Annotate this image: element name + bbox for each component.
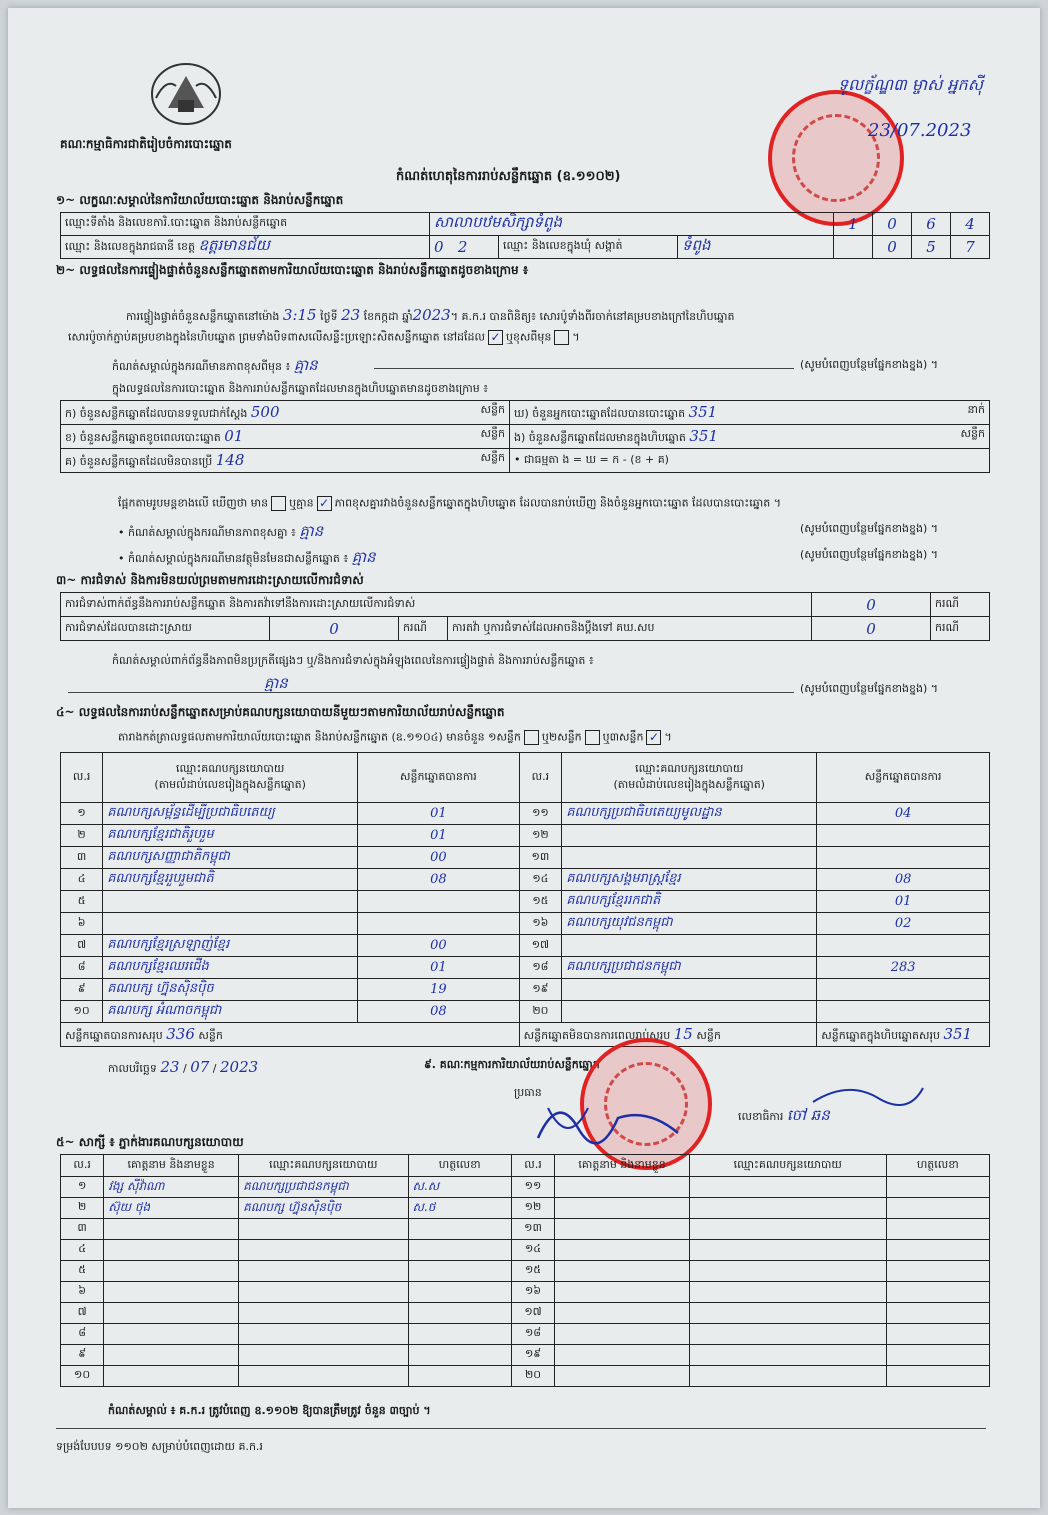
row-no: ១៦ [511,1282,554,1303]
witness-table: ល.រ គោត្តនាម និងនាមខ្លួន ឈ្មោះគណបក្សនយោបាយ ហត្ថលេខា ល.រ គោត្តនាម និងនាមខ្លួន ឈ្មោះគណបក្សនយោបាយ ហត្ថលេខា ១ វង្ស ស៊ីវ៉ាណា គណបក្សប្រជាជនកម្ពុជា ស.ស ១១ ២ ស៊ុយ ថុង គណបក្ស ហ្វ៊ុនស៊ិនប៉ិច ស.ថ ១២ ៣ ១៣ ៤ ១៤ ៥ ១៥ ៦ ១៦ ៧ ១៧ ៨ ១៨ ៩ ១៩ ១០ ២០ [60,1154,990,1387]
row-no: ៩ [61,979,103,1001]
location-digit: 1 [834,213,873,236]
vote-count: 00 [358,847,519,869]
witness-signature [886,1282,989,1303]
three-sheets-checkbox: ✓ [646,730,661,745]
col-party: ឈ្មោះគណបក្សនយោបាយ (តាមលំដាប់លេខរៀងក្នុងសន្លឹកឆ្នោត) [562,753,817,803]
row-no: ៧ [61,1303,104,1324]
party-name: គណបក្សសញ្ញាជាតិកម្ពុជា [103,847,358,869]
witness-party [239,1240,408,1261]
witness-signature [408,1345,511,1366]
secretary-signature-icon [808,1080,928,1110]
row-no: ៦ [61,913,103,935]
witness-signature [886,1303,989,1324]
party-name: គណបក្សយុវជនកម្ពុជា [562,913,817,935]
appeal-value: 0 [812,617,931,641]
irregularities-value: គ្មាន [264,674,288,692]
commune-digit: 0 [873,236,912,259]
witness-name [555,1282,690,1303]
row-no: ១ [61,1177,104,1198]
row-no: ១៣ [511,1219,554,1240]
commune-label: ឈ្មោះ និងលេខក្នុងឃុំ សង្កាត់ [499,236,678,259]
commune-digit: 7 [951,236,990,259]
vote-count: 08 [817,869,990,891]
witness-name [555,1261,690,1282]
sign-date: កាលបរិច្ឆេទ 23 / 07 / 2023 [108,1058,259,1076]
vote-count [817,935,990,957]
witness-party [690,1324,887,1345]
section5-title: ៥~ សាក្សី ៖ ភ្នាក់ងារគណបក្សនយោបាយ [56,1135,244,1149]
corner-handwritten-date: 23/07.2023 [868,120,972,141]
row-no: ១៨ [511,1324,554,1345]
witness-party [239,1303,408,1324]
witness-name [104,1240,239,1261]
witness-party [690,1219,887,1240]
row-no: ១១ [519,803,562,825]
witness-party: គណបក្ស ហ្វ៊ុនស៊ិនប៉ិច [239,1198,408,1219]
table-row [61,847,990,869]
table-row [61,825,990,847]
party-name: គណបក្សខ្មែរឈរជើង [103,957,358,979]
objections-value: 0 [812,593,931,617]
vote-count [817,1001,990,1023]
seal-check-line: សោរប៉ូចាក់ភ្ជាប់គម្របខាងក្នុងនៃហិបឆ្នោត ព្រមទាំងបិទពាសលើសន្លឹះប្រឡោះសិតសន្លឹកឆ្នោត នៅដដែល ✓ ឬខុសពីមុន ។ [68,330,580,344]
party-name: គណបក្សសង្គមរាស្ត្រខ្មែរ [562,869,817,891]
difference-note: កំណត់សម្គាល់ក្នុងករណីមានភាពខុសពីមុន ៖ គ្មាន [112,356,318,374]
witness-party [239,1261,408,1282]
party-name: គណបក្ស ហ្វ៊ុនស៊ិនប៉ិច [103,979,358,1001]
witness-party: គណបក្សប្រជាជនកម្ពុជា [239,1177,408,1198]
row-no: ៤ [61,1240,104,1261]
location-digit: 0 [873,213,912,236]
committee-sign-label: ៩. គណៈកម្មការការិយាល័យរាប់សន្លឹកឆ្នោត [424,1058,600,1071]
witness-party [690,1198,887,1219]
witness-signature [886,1219,989,1240]
list-item [61,1324,990,1345]
list-item [61,1282,990,1303]
section3-title: ៣~ ការជំទាស់ និងការមិនយល់ព្រមតាមការដោះស្រាយលើការជំទាស់ [56,573,364,587]
witness-name: ស៊ុយ ថុង [104,1198,239,1219]
non-ballot-bullet: • កំណត់សម្គាល់ក្នុងករណីមានវត្ថុមិនមែនជាសន្លឹកឆ្នោត ៖ គ្មាន [118,548,376,566]
objections-table [60,592,990,641]
unused-ballots: គ) ចំនួនសន្លឹកឆ្នោតដែលមិនបានប្រើ 148 សន្លឹក [61,449,510,473]
location-digit: 4 [951,213,990,236]
vote-count: 00 [358,935,519,957]
row-no: ១៧ [519,935,562,957]
party-results-table [60,752,990,1047]
results-intro: ក្នុងលទ្ធផលនៃការបោះឆ្នោត និងការរាប់សន្លឹកឆ្នោតដែលមានក្នុងហិបឆ្នោតមានដូចខាងក្រោម ៖ [112,382,489,395]
witness-party [690,1261,887,1282]
fill-hint: (សូមបំពេញបន្ថែមផ្នែកខាងខ្នង) ។ [800,522,939,535]
row-no: ១៥ [519,891,562,913]
witness-signature [408,1282,511,1303]
count-summary-table [60,400,990,473]
witness-name [104,1282,239,1303]
party-name: គណបក្សប្រជាធិបតេយ្យមូលដ្ឋាន [562,803,817,825]
table-row [61,803,990,825]
province-digits: 0 2 [430,236,499,259]
row-no: ២០ [519,1001,562,1023]
witness-name [104,1345,239,1366]
total-valid: សន្លឹកឆ្នោតបានការសរុប 336 សន្លឹក [61,1023,520,1047]
has-difference-checkbox [271,496,286,511]
section4-title: ៤~ លទ្ធផលនៃការរាប់សន្លឹកឆ្នោតសម្រាប់គណបក្សនយោបាយនីមួយៗតាមការិយាល័យរាប់សន្លឹកឆ្នោត [56,705,505,719]
col-no: ល.រ [519,753,562,803]
witness-name [104,1303,239,1324]
row-no: ១២ [511,1198,554,1219]
witness-signature [886,1261,989,1282]
table-row [61,891,990,913]
fill-hint: (សូមបំពេញបន្ថែមផ្នែកខាងខ្នង) ។ [800,682,939,695]
total-in-box: សន្លឹកឆ្នោតក្នុងហិបឆ្នោតសរុប 351 [817,1023,990,1047]
witness-party [239,1282,408,1303]
witness-party [239,1366,408,1387]
witness-signature [886,1366,989,1387]
party-name: គណបក្សខ្មែរជាតិរួបរួម [103,825,358,847]
row-no: ៦ [61,1282,104,1303]
location-digit: 6 [912,213,951,236]
row-no: ១០ [61,1366,104,1387]
witness-signature [886,1324,989,1345]
table-row [61,979,990,1001]
appeal-label: ការតវ៉ា ឬការជំទាស់ដែលអាចនិងប្តឹងទៅ គឃ.សប [448,617,812,641]
chair-signature-icon [528,1088,698,1158]
witness-signature [408,1261,511,1282]
party-name: គណបក្ស អំណាចកម្ពុជា [103,1001,358,1023]
vote-count: 02 [817,913,990,935]
no-difference-checkbox: ✓ [317,496,332,511]
table-row [61,913,990,935]
row-no: ១៤ [511,1240,554,1261]
different-checkbox [554,330,569,345]
objections-label: ការជំទាស់ពាក់ព័ន្ធនឹងការរាប់សន្លឹកឆ្នោត និងការតវ៉ាទៅនឹងការដោះស្រាយលើការជំទាស់ [61,593,812,617]
row-no: ៨ [61,1324,104,1345]
section4-subtitle: តារាងកត់ត្រាលទ្ធផលតាមការិយាល័យបោះឆ្នោត និងរាប់សន្លឹកឆ្នោត (ឧ.១១០៤) មានចំនួន ១សន្លឹក ឬ២សន្លឹក ឬ៣សន្លឹក ✓ ។ [118,730,672,744]
party-name: គណបក្សខ្មែររួបរួមជាតិ [103,869,358,891]
row-no: ១៧ [511,1303,554,1324]
nec-emblem-icon [146,58,226,130]
witness-name [555,1366,690,1387]
ballots-in-box: ង) ចំនួនសន្លឹកឆ្នោតដែលមានក្នុងហិបឆ្នោត 351 សន្លឹក [510,425,990,449]
party-name [562,979,817,1001]
form-title: កំណត់ហេតុនៃការរាប់សន្លឹកឆ្នោត (ឧ.១១០២) [396,169,621,184]
chair-label: ប្រធាន [514,1086,542,1099]
party-name: គណបក្សប្រជាជនកម្ពុជា [562,957,817,979]
party-name [562,1001,817,1023]
received-ballots: ក) ចំនួនសន្លឹកឆ្នោតដែលបានទទួលជាក់ស្តែង 500 សន្លឹក [61,401,510,425]
witness-signature [886,1240,989,1261]
witness-name [555,1219,690,1240]
list-item [61,1366,990,1387]
same-checkbox: ✓ [488,330,503,345]
row-no: ១២ [519,825,562,847]
row-no: ៨ [61,957,103,979]
resolved-label: ការជំទាស់ដែលបានដោះស្រាយ [61,617,270,641]
list-item [61,1345,990,1366]
party-name [562,847,817,869]
vote-count: 283 [817,957,990,979]
row-no: ៧ [61,935,103,957]
witness-party [239,1345,408,1366]
witness-name [104,1324,239,1345]
party-name [103,891,358,913]
row-no: ៤ [61,869,103,891]
list-item [61,1261,990,1282]
party-name: គណបក្សខ្មែររកជាតិ [562,891,817,913]
table-row [61,1001,990,1023]
row-no: ២ [61,825,103,847]
voters-count: ឃ) ចំនួនអ្នកបោះឆ្នោតដែលបានបោះឆ្នោត 351 នាក់ [510,401,990,425]
vote-count [358,891,519,913]
witness-signature [886,1177,989,1198]
witness-party [690,1240,887,1261]
party-name [562,935,817,957]
row-no: ៣ [61,847,103,869]
witness-name: វង្ស ស៊ីវ៉ាណា [104,1177,239,1198]
fill-hint: (សូមបំពេញបន្ថែមផ្នែកខាងខ្នង) ។ [800,358,939,371]
list-item [61,1198,990,1219]
witness-signature [886,1198,989,1219]
witness-party [690,1345,887,1366]
row-no: ២ [61,1198,104,1219]
witness-name [555,1198,690,1219]
difference-check-line: ផ្អែកតាមរូបមន្តខាងលើ ឃើញថា មាន ឬគ្មាន ✓ ភាពខុសគ្នារវាងចំនួនសន្លឹកឆ្នោតក្នុងហិបឆ្នោត ដែលបានរាប់ឃើញ និងចំនួនអ្នកបោះឆ្នោត ដែលបានបោះឆ្នោត ។ [118,496,781,510]
row-no: ១០ [61,1001,103,1023]
party-name [562,825,817,847]
witness-name [104,1366,239,1387]
verification-line: ការផ្ទៀងផ្ទាត់ចំនួនសន្លឹកឆ្នោតនៅម៉ោង 3:15 ថ្ងៃទី 23 ខែកក្កដា ឆ្នាំ2023។ គ.ក.រ បានពិនិត្យ៖ សោរប៉ូទាំងពីរចាក់នៅគម្របខាងក្រៅនៃហិបឆ្នោត [126,306,735,324]
witness-name [104,1261,239,1282]
list-item [61,1177,990,1198]
witness-party [239,1219,408,1240]
witness-name [555,1240,690,1261]
row-no: ៥ [61,1261,104,1282]
witness-signature [886,1345,989,1366]
witness-signature [408,1219,511,1240]
unit: ករណី [931,617,990,641]
row-no: ១១ [511,1177,554,1198]
irregularities-note: កំណត់សម្គាល់ពាក់ព័ន្ធនឹងភាពមិនប្រក្រតីផ្សេងៗ ឬ/និងការជំទាស់ក្នុងអំឡុងពេលនៃការផ្ទៀងផ្ទាត់ និងការរាប់សន្លឹកឆ្នោត ៖ [112,654,594,667]
row-no: ៩ [61,1345,104,1366]
commune-digit: 5 [912,236,951,259]
vote-count [817,847,990,869]
witness-name [104,1219,239,1240]
row-no: ២០ [511,1366,554,1387]
witness-party [239,1324,408,1345]
corner-handwritten-note: ទូលក្ខ័ណ្ឌ៣ ម្ចាស់ អ្នកស៊ី [838,75,983,94]
official-seal-stamp [768,90,904,226]
vote-count: 01 [358,825,519,847]
witness-party [690,1366,887,1387]
ballot-count-form [8,8,1040,1508]
witness-signature: ស.ស [408,1177,511,1198]
witness-party [690,1303,887,1324]
party-name: គណបក្សសម្ព័ន្ធដើម្បីប្រជាធិបតេយ្យ [103,803,358,825]
witness-name [555,1177,690,1198]
form-code: ទម្រង់បែបបទ ១១០២ សម្រាប់បំពេញដោយ គ.ក.រ [56,1440,263,1453]
unit: ករណី [931,593,990,617]
vote-count [817,979,990,1001]
table-row [61,935,990,957]
fill-hint: (សូមបំពេញបន្ថែមផ្នែកខាងខ្នង) ។ [800,548,939,561]
province-label: ឈ្មោះ និងលេខក្នុងរាជធានី ខេត្ត ឧត្តរមានជ័យ [61,236,430,259]
row-no: ១៥ [511,1261,554,1282]
location-label: ឈ្មោះទីតាំង និងលេខការិ.បោះឆ្នោត និងរាប់សន្លឹកឆ្នោត [61,213,430,236]
row-no: ១ [61,803,103,825]
vote-count: 19 [358,979,519,1001]
witness-name [555,1324,690,1345]
secretary-label: លេខាធិការ ចៅ ឆន [738,1106,830,1124]
section1-title: ១~ លក្ខណៈសម្គាល់នៃការិយាល័យបោះឆ្នោត និងរាប់សន្លឹកឆ្នោត [56,193,344,207]
col-votes: សន្លឹកឆ្នោតបានការ [817,753,990,803]
vote-count: 01 [358,803,519,825]
list-item [61,1240,990,1261]
list-item [61,1303,990,1324]
commune-value: ទំពូង [678,236,834,259]
row-no: ៣ [61,1219,104,1240]
col-votes: សន្លឹកឆ្នោតបានការ [358,753,519,803]
section1-table [60,212,990,259]
table-row [61,869,990,891]
unit: ករណី [399,617,448,641]
witness-party [690,1177,887,1198]
vote-count: 01 [358,957,519,979]
bottom-note: កំណត់សម្គាល់ ៖ គ.ក.រ ត្រូវបំពេញ ឧ.១១០២ ឱ្យបានត្រឹមត្រូវ ចំនួន ៣ច្បាប់ ។ [108,1404,431,1417]
row-no: ១៣ [519,847,562,869]
witness-signature [408,1303,511,1324]
committee-name: គណៈកម្មាធិការជាតិរៀបចំការបោះឆ្នោត [60,137,232,151]
vote-count: 04 [817,803,990,825]
witness-signature [408,1324,511,1345]
table-row [61,957,990,979]
row-no: ១៨ [519,957,562,979]
vote-count: 08 [358,869,519,891]
vote-count [358,913,519,935]
row-no: ១៦ [519,913,562,935]
formula: • ជាធម្មតា ង = ឃ = ក - (ខ + គ) [510,449,990,473]
witness-signature [408,1240,511,1261]
col-no: ល.រ [61,753,103,803]
difference-bullet: • កំណត់សម្គាល់ក្នុងករណីមានភាពខុសគ្នា ៖ គ្មាន [118,522,324,540]
witness-name [555,1345,690,1366]
vote-count: 08 [358,1001,519,1023]
party-name: គណបក្សខ្មែរស្រឡាញ់ខ្មែរ [103,935,358,957]
vote-count: 01 [817,891,990,913]
witness-name [555,1303,690,1324]
row-no: ១៩ [511,1345,554,1366]
witness-party [690,1282,887,1303]
witness-signature: ស.ថ [408,1198,511,1219]
resolved-value: 0 [270,617,399,641]
row-no: ៥ [61,891,103,913]
party-name [103,913,358,935]
spoiled-ballots: ខ) ចំនួនសន្លឹកឆ្នោតខូចពេលបោះឆ្នោត 01 សន្លឹក [61,425,510,449]
vote-count [817,825,990,847]
row-no: ១៤ [519,869,562,891]
row-no: ១៩ [519,979,562,1001]
location-value: សាលាបឋមសិក្សាទំពូង [430,213,834,236]
section2-title: ២~ លទ្ធផលនៃការផ្ទៀងផ្ទាត់ចំនួនសន្លឹកឆ្នោតតាមការិយាល័យបោះឆ្នោត និងរាប់សន្លឹកឆ្នោតដូចខាងក្រោម ៖ [56,263,529,277]
total-invalid: សន្លឹកឆ្នោតមិនបានការពេលរាប់សរុប 15 សន្លឹក [519,1023,817,1047]
witness-signature [408,1366,511,1387]
col-party: ឈ្មោះគណបក្សនយោបាយ (តាមលំដាប់លេខរៀងក្នុងសន្លឹកឆ្នោត) [103,753,358,803]
list-item [61,1219,990,1240]
